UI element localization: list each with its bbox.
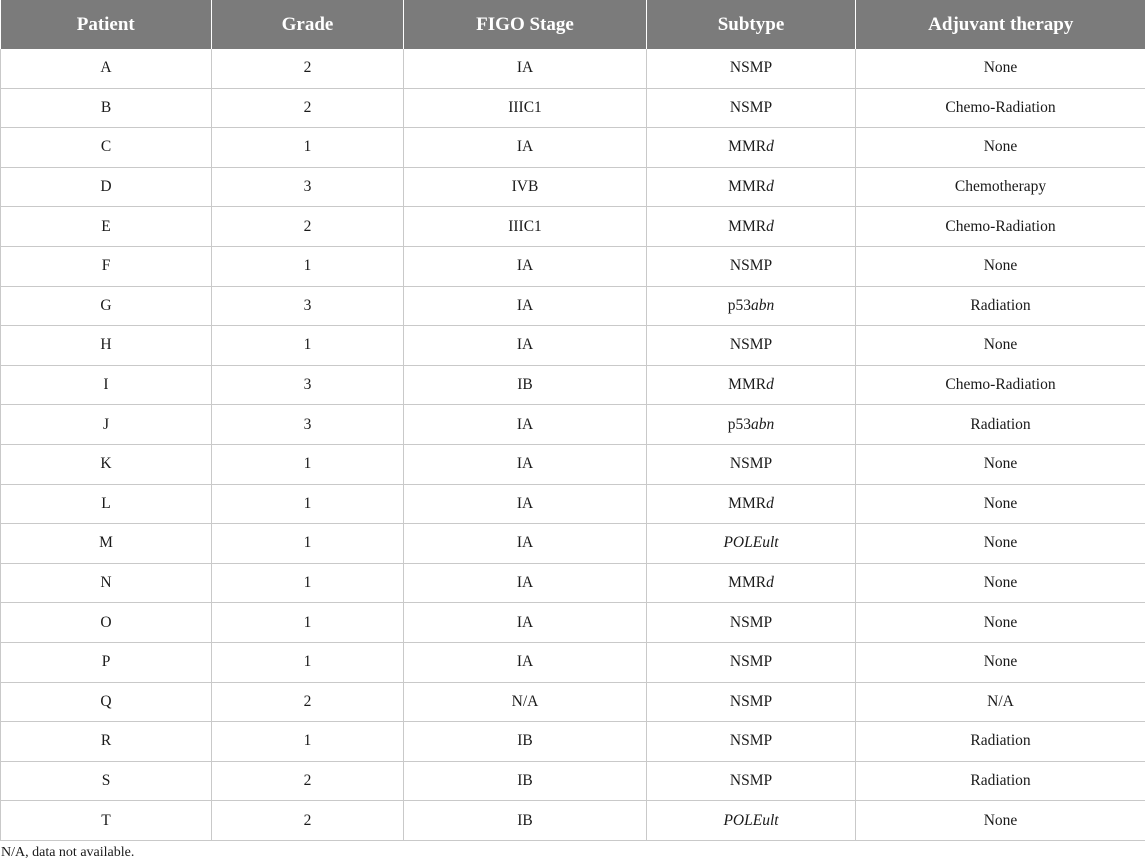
cell-patient: I: [1, 365, 212, 405]
table-row: [1, 484, 1145, 524]
subtype-base: MMR: [728, 217, 767, 235]
cell-adjuvant-therapy: None: [856, 801, 1145, 841]
cell-figo-stage: IA: [404, 642, 647, 682]
subtype-base: NSMP: [729, 336, 773, 354]
cell-grade: 1: [212, 603, 404, 643]
header-subtype: Subtype: [647, 0, 856, 49]
table-row: [1, 88, 1145, 128]
cell-subtype: [647, 722, 856, 762]
cell-patient: M: [1, 524, 212, 564]
cell-adjuvant-therapy: None: [856, 524, 1145, 564]
cell-adjuvant-therapy: None: [856, 246, 1145, 286]
cell-subtype: [647, 207, 856, 247]
cell-adjuvant-therapy: Chemotherapy: [856, 167, 1145, 207]
subtype-italic: abn: [751, 296, 775, 314]
cell-figo-stage: IB: [404, 365, 647, 405]
table-row: [1, 563, 1145, 603]
cell-subtype: [647, 484, 856, 524]
cell-subtype: [647, 682, 856, 722]
cell-grade: 2: [212, 682, 404, 722]
subtype-base: MMR: [728, 178, 767, 196]
header-grade: Grade: [212, 0, 404, 49]
table-row: [1, 286, 1145, 326]
subtype-italic: POLEult: [723, 534, 779, 552]
cell-adjuvant-therapy: None: [856, 444, 1145, 484]
cell-adjuvant-therapy: None: [856, 603, 1145, 643]
cell-patient: P: [1, 642, 212, 682]
cell-figo-stage: IA: [404, 246, 647, 286]
subtype-base: p53: [727, 296, 751, 314]
subtype-base: NSMP: [729, 692, 773, 710]
cell-grade: 3: [212, 286, 404, 326]
cell-figo-stage: IA: [404, 484, 647, 524]
cell-figo-stage: IA: [404, 405, 647, 445]
table-header: [1, 0, 1145, 49]
table-row: [1, 642, 1145, 682]
cell-patient: H: [1, 326, 212, 366]
cell-patient: A: [1, 49, 212, 88]
cell-figo-stage: IA: [404, 444, 647, 484]
subtype-italic: POLEult: [723, 811, 779, 829]
cell-figo-stage: IA: [404, 49, 647, 88]
cell-patient: C: [1, 128, 212, 168]
table-row: [1, 207, 1145, 247]
cell-adjuvant-therapy: Radiation: [856, 761, 1145, 801]
cell-subtype: [647, 761, 856, 801]
cell-grade: 1: [212, 246, 404, 286]
cell-adjuvant-therapy: N/A: [856, 682, 1145, 722]
cell-figo-stage: N/A: [404, 682, 647, 722]
cell-adjuvant-therapy: Chemo-Radiation: [856, 207, 1145, 247]
cell-patient: D: [1, 167, 212, 207]
subtype-base: NSMP: [729, 455, 773, 473]
cell-adjuvant-therapy: None: [856, 642, 1145, 682]
cell-figo-stage: IB: [404, 761, 647, 801]
header-row: [1, 0, 1145, 49]
subtype-italic: d: [766, 376, 774, 394]
table-row: [1, 524, 1145, 564]
cell-subtype: [647, 326, 856, 366]
cell-figo-stage: IA: [404, 286, 647, 326]
cell-grade: 1: [212, 722, 404, 762]
cell-grade: 2: [212, 88, 404, 128]
cell-grade: 1: [212, 128, 404, 168]
subtype-base: NSMP: [729, 732, 773, 750]
cell-patient: J: [1, 405, 212, 445]
subtype-base: NSMP: [729, 257, 773, 275]
cell-adjuvant-therapy: Radiation: [856, 722, 1145, 762]
cell-grade: 1: [212, 326, 404, 366]
cell-subtype: [647, 563, 856, 603]
subtype-base: MMR: [728, 138, 767, 156]
cell-adjuvant-therapy: None: [856, 563, 1145, 603]
cell-subtype: [647, 405, 856, 445]
cell-patient: L: [1, 484, 212, 524]
cell-figo-stage: IA: [404, 128, 647, 168]
cell-patient: R: [1, 722, 212, 762]
table-row: [1, 167, 1145, 207]
header-figo-stage: FIGO Stage: [404, 0, 647, 49]
table-row: [1, 761, 1145, 801]
subtype-base: p53: [727, 415, 751, 433]
cell-figo-stage: IIIC1: [404, 88, 647, 128]
subtype-italic: d: [766, 494, 774, 512]
subtype-base: MMR: [728, 574, 767, 592]
cell-grade: 2: [212, 49, 404, 88]
cell-patient: S: [1, 761, 212, 801]
cell-subtype: [647, 167, 856, 207]
cell-grade: 1: [212, 524, 404, 564]
cell-figo-stage: IA: [404, 524, 647, 564]
cell-adjuvant-therapy: None: [856, 49, 1145, 88]
subtype-base: NSMP: [729, 653, 773, 671]
cell-grade: 1: [212, 642, 404, 682]
table-row: [1, 603, 1145, 643]
cell-grade: 3: [212, 365, 404, 405]
table-row: [1, 801, 1145, 841]
cell-adjuvant-therapy: None: [856, 326, 1145, 366]
cell-grade: 3: [212, 167, 404, 207]
table-row: [1, 405, 1145, 445]
cell-figo-stage: IB: [404, 722, 647, 762]
cell-figo-stage: IA: [404, 563, 647, 603]
subtype-italic: d: [766, 217, 774, 235]
subtype-base: NSMP: [729, 771, 773, 789]
table-row: [1, 444, 1145, 484]
table-row: [1, 246, 1145, 286]
subtype-italic: d: [766, 574, 774, 592]
cell-patient: B: [1, 88, 212, 128]
cell-subtype: [647, 286, 856, 326]
cell-grade: 2: [212, 801, 404, 841]
cell-subtype: [647, 444, 856, 484]
subtype-base: NSMP: [729, 613, 773, 631]
cell-grade: 1: [212, 563, 404, 603]
subtype-italic: abn: [751, 415, 775, 433]
table-row: [1, 365, 1145, 405]
cell-figo-stage: IIIC1: [404, 207, 647, 247]
cell-subtype: [647, 603, 856, 643]
cell-patient: Q: [1, 682, 212, 722]
cell-subtype: [647, 642, 856, 682]
subtype-base: NSMP: [729, 59, 773, 77]
cell-adjuvant-therapy: Radiation: [856, 405, 1145, 445]
table-row: [1, 326, 1145, 366]
cell-figo-stage: IVB: [404, 167, 647, 207]
cell-subtype: [647, 49, 856, 88]
cell-subtype: [647, 128, 856, 168]
cell-subtype: [647, 365, 856, 405]
cell-patient: E: [1, 207, 212, 247]
subtype-base: MMR: [728, 494, 767, 512]
table-row: [1, 128, 1145, 168]
cell-subtype: [647, 524, 856, 564]
cell-patient: G: [1, 286, 212, 326]
cell-adjuvant-therapy: None: [856, 484, 1145, 524]
subtype-base: MMR: [728, 376, 767, 394]
cell-grade: 1: [212, 484, 404, 524]
cell-adjuvant-therapy: None: [856, 128, 1145, 168]
cell-grade: 2: [212, 207, 404, 247]
cell-adjuvant-therapy: Chemo-Radiation: [856, 88, 1145, 128]
cell-subtype: [647, 88, 856, 128]
table-body: [1, 49, 1145, 840]
cell-adjuvant-therapy: Chemo-Radiation: [856, 365, 1145, 405]
cell-subtype: [647, 801, 856, 841]
cell-grade: 2: [212, 761, 404, 801]
subtype-italic: d: [766, 138, 774, 156]
cell-adjuvant-therapy: Radiation: [856, 286, 1145, 326]
cell-patient: K: [1, 444, 212, 484]
table-row: [1, 722, 1145, 762]
cell-patient: T: [1, 801, 212, 841]
cell-patient: F: [1, 246, 212, 286]
table-row: [1, 682, 1145, 722]
table-footnote: N/A, data not available.: [1, 844, 135, 860]
cell-figo-stage: IA: [404, 603, 647, 643]
cell-grade: 1: [212, 444, 404, 484]
header-patient: Patient: [1, 0, 212, 49]
subtype-italic: d: [766, 178, 774, 196]
header-adjuvant-therapy: Adjuvant therapy: [856, 0, 1145, 49]
cell-grade: 3: [212, 405, 404, 445]
table-row: [1, 49, 1145, 88]
cell-patient: O: [1, 603, 212, 643]
cell-subtype: [647, 246, 856, 286]
cell-patient: N: [1, 563, 212, 603]
cell-figo-stage: IA: [404, 326, 647, 366]
cell-figo-stage: IB: [404, 801, 647, 841]
subtype-base: NSMP: [729, 98, 773, 116]
